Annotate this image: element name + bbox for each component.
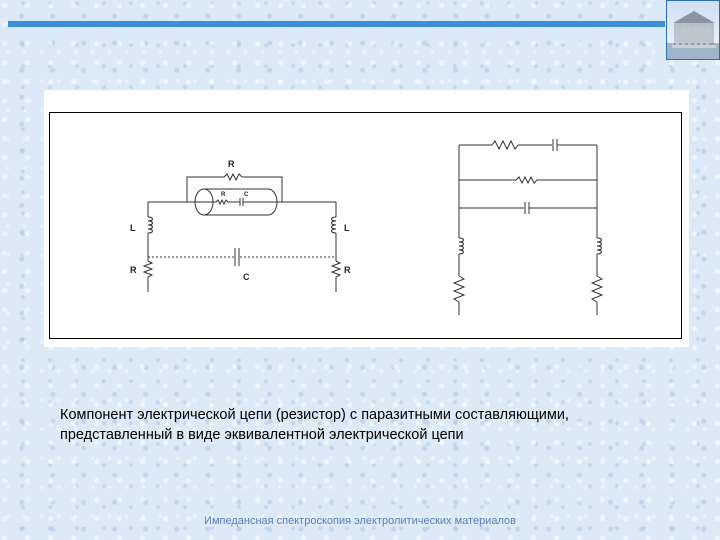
slide-footer: Импедансная спектроскопия электролитических материалов (204, 515, 516, 527)
building-logo (666, 0, 720, 60)
top-resistor (224, 174, 242, 180)
caption-line-1: Компонент электрической цепи (резистор) с паразитными составляющими, (60, 407, 569, 423)
right-lower-inductor (597, 238, 602, 254)
circuit-figure (44, 90, 689, 347)
top-r-label: R (228, 159, 235, 169)
caption-line-2: представленный в виде эквивалентной электрической цепи (60, 427, 464, 443)
mid-c-label: C (243, 272, 250, 282)
inner-c-label: C (244, 192, 249, 198)
right-resistor (332, 261, 340, 277)
right-circuit (454, 139, 602, 315)
right-r-label: R (344, 265, 351, 275)
left-resistor (144, 261, 152, 277)
right-lower-resistor (592, 276, 602, 302)
left-r-label: R (130, 265, 137, 275)
slide-caption (60, 405, 710, 445)
right-l-label: L (344, 223, 350, 233)
building-icon (667, 1, 720, 60)
left-inductor (148, 217, 153, 233)
right-inductor (332, 217, 337, 233)
branch1-resistor (492, 141, 518, 149)
equivalent-circuit-diagram (44, 90, 689, 347)
inner-r-label: R (221, 192, 226, 198)
left-lower-resistor (454, 276, 464, 302)
top-accent-bar (8, 21, 665, 27)
left-circuit (130, 159, 351, 292)
inner-resistor (216, 200, 228, 204)
left-l-label: L (130, 223, 136, 233)
left-lower-inductor (459, 238, 464, 254)
branch2-resistor (516, 177, 537, 183)
